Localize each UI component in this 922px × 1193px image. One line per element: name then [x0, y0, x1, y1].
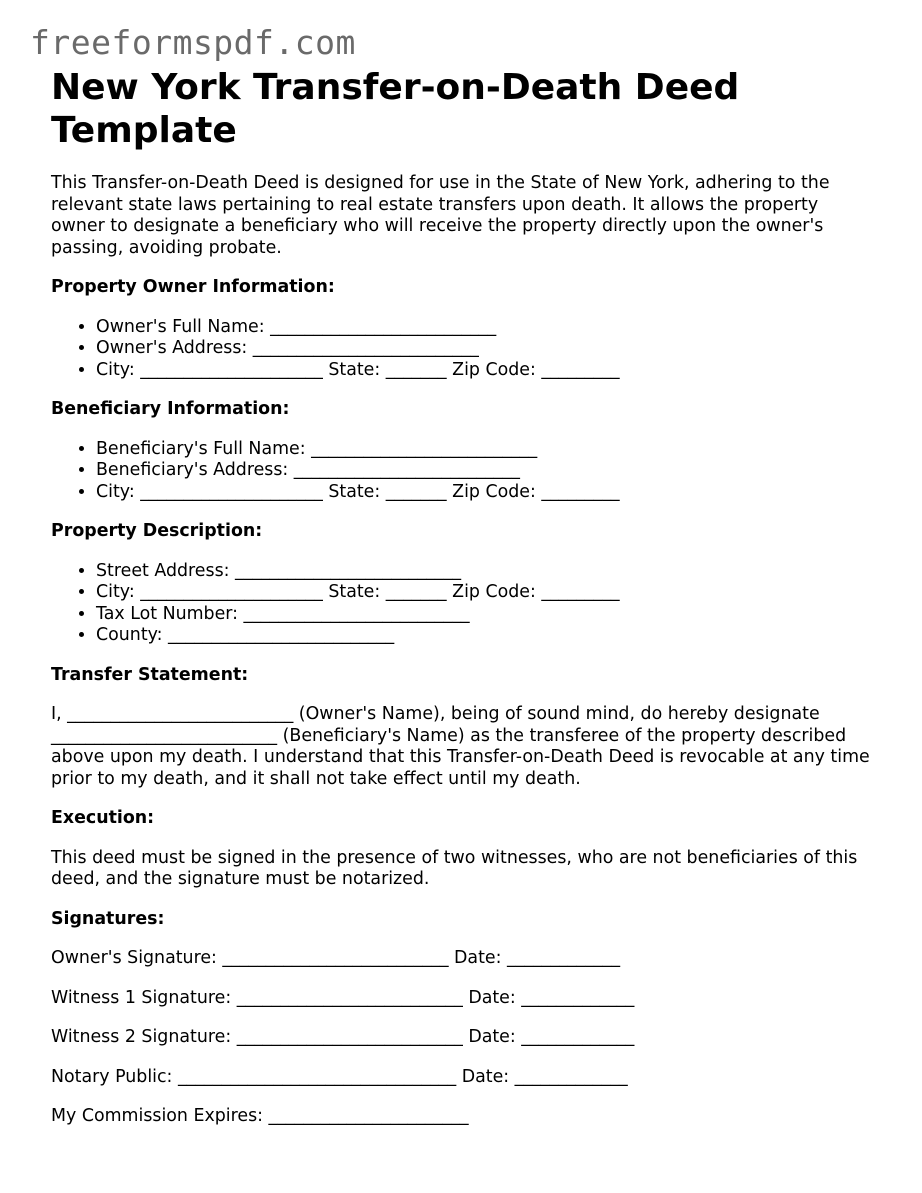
signatures-heading: Signatures: [51, 908, 165, 929]
list-item: • City: _____________________ State: _______ Zip Code: _________ [96, 582, 871, 604]
transfer-heading: Transfer Statement: [51, 664, 249, 685]
beneficiary-heading: Beneficiary Information: [51, 399, 290, 419]
watermark: freeformspdf.com [30, 23, 356, 62]
list-item: • City: _____________________ State: _______ Zip Code: _________ [96, 482, 871, 504]
list-item: • Street Address: __________________________ [96, 561, 871, 583]
list-item: • County: __________________________ [96, 625, 871, 647]
property-heading: Property Description: [51, 521, 263, 541]
beneficiary-list [51, 439, 871, 504]
witness1-signature-line: Witness 1 Signature: __________________________ Date: _____________ [51, 987, 635, 1008]
notary-signature-line: Notary Public: ________________________________ Date: _____________ [51, 1066, 628, 1087]
commission-expires-line: My Commission Expires: _______________________ [51, 1106, 469, 1126]
page-title: New York Transfer-on-Death Deed Template [51, 67, 740, 151]
owner-heading: Property Owner Information: [51, 277, 335, 297]
list-item: • Owner's Address: __________________________ [96, 338, 871, 360]
document-content [51, 66, 871, 1128]
list-item: • Beneficiary's Address: __________________________ [96, 460, 871, 482]
transfer-statement: I, __________________________ (Owner's Name), being of sound mind, do hereby designate __________________________ (Beneficiary's Name) as the transferee of the property described above upon my death. I understand that this Transfer-on-Death Deed is revocable at any time prior to my death, and it shall not take effect until my death. [51, 704, 870, 789]
owner-signature-line: Owner's Signature: __________________________ Date: _____________ [51, 948, 621, 968]
list-item: • Owner's Full Name: __________________________ [96, 317, 871, 339]
list-item: • Beneficiary's Full Name: __________________________ [96, 439, 871, 461]
list-item: • City: _____________________ State: _______ Zip Code: _________ [96, 360, 871, 382]
execution-heading: Execution: [51, 808, 155, 828]
owner-list [51, 317, 871, 382]
list-item: • Tax Lot Number: __________________________ [96, 604, 871, 626]
witness2-signature-line: Witness 2 Signature: __________________________ Date: _____________ [51, 1027, 635, 1047]
execution-text: This deed must be signed in the presence of two witnesses, who are not beneficiaries of this deed, and the signature must be notarized. [51, 847, 858, 889]
intro-paragraph: This Transfer-on-Death Deed is designed for use in the State of New York, adhering to the relevant state laws pertaining to real estate transfers upon death. It allows the property owner to designate a beneficiary who will receive the property directly upon the owner's passing, avoiding probate. [51, 173, 830, 258]
property-list [51, 561, 871, 647]
